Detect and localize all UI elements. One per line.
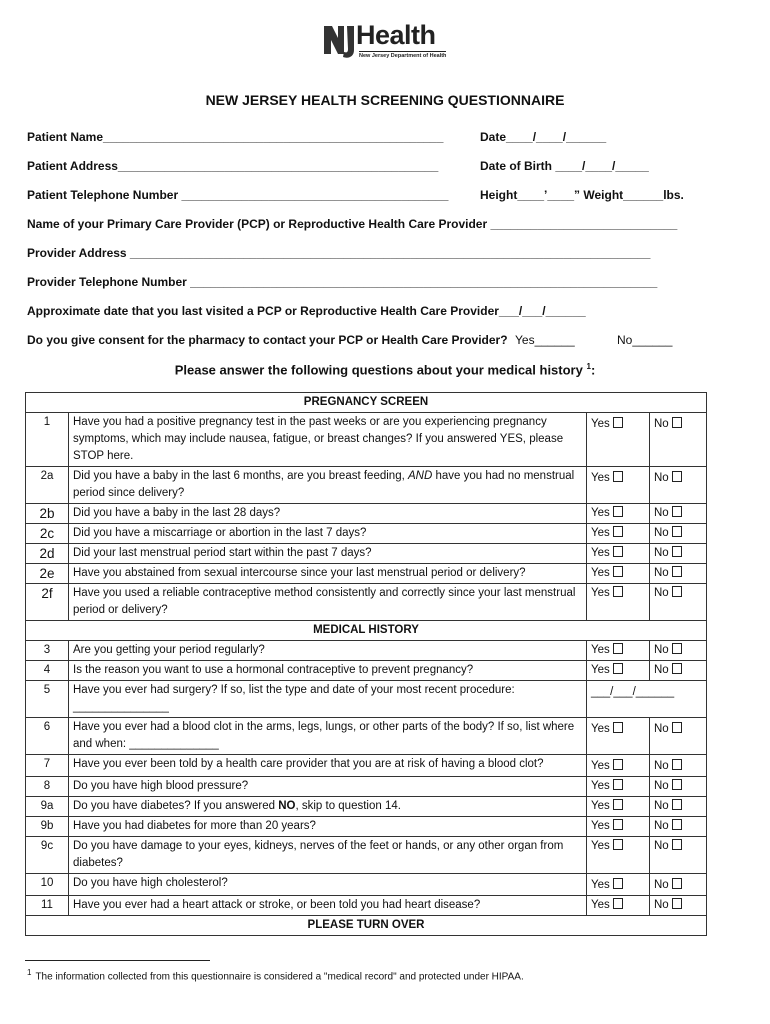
question-text: Did your last menstrual period start within the past 7 days? (69, 544, 587, 564)
question-row (26, 413, 707, 467)
question-number: 2e (26, 564, 69, 584)
yes-option[interactable]: Yes (587, 896, 650, 916)
question-number: 6 (26, 718, 69, 755)
yes-checkbox[interactable] (613, 643, 623, 654)
yes-checkbox[interactable] (613, 759, 623, 770)
logo-wordmark: Health (356, 20, 436, 50)
question-row (26, 874, 707, 896)
question-text: Is the reason you want to use a hormonal contraceptive to prevent pregnancy? (69, 661, 587, 681)
form-title: NEW JERSEY HEALTH SCREENING QUESTIONNAIRE (205, 92, 565, 108)
no-checkbox[interactable] (672, 878, 682, 889)
question-number: 3 (26, 641, 69, 661)
yes-option[interactable]: Yes (587, 413, 650, 467)
question-row (26, 661, 707, 681)
no-option[interactable]: No (650, 817, 707, 837)
yes-option[interactable]: Yes (587, 718, 650, 755)
question-number: 2f (26, 584, 69, 621)
yes-option[interactable]: Yes (587, 584, 650, 621)
yes-checkbox[interactable] (613, 898, 623, 909)
no-checkbox[interactable] (672, 471, 682, 482)
question-row (26, 467, 707, 504)
no-checkbox[interactable] (672, 759, 682, 770)
question-number: 2c (26, 524, 69, 544)
no-option[interactable]: No (650, 544, 707, 564)
section-medical-history: MEDICAL HISTORY (26, 621, 707, 641)
question-text: Have you had diabetes for more than 20 years? (69, 817, 587, 837)
last-visit-field[interactable]: Approximate date that you last visited a PCP or Reproductive Health Care Provider___/___/______ (27, 304, 586, 318)
no-option[interactable]: No (650, 896, 707, 916)
question-row (26, 524, 707, 544)
yes-option[interactable]: Yes (587, 564, 650, 584)
no-option[interactable]: No (650, 661, 707, 681)
no-option[interactable]: No (650, 755, 707, 777)
section-pregnancy-screen: PREGNANCY SCREEN (26, 393, 707, 413)
yes-option[interactable]: Yes (587, 837, 650, 874)
yes-checkbox[interactable] (613, 417, 623, 428)
yes-checkbox[interactable] (613, 799, 623, 810)
footnote-divider (25, 960, 210, 961)
yes-option[interactable]: Yes (587, 641, 650, 661)
no-checkbox[interactable] (672, 526, 682, 537)
no-option[interactable]: No (650, 837, 707, 874)
no-checkbox[interactable] (672, 779, 682, 790)
question-row (26, 681, 707, 718)
question-row (26, 544, 707, 564)
surgery-date-field[interactable]: ___/___/______ (587, 681, 707, 718)
pcp-name-field[interactable]: Name of your Primary Care Provider (PCP) or Reproductive Health Care Provider ____________________________ (27, 217, 678, 231)
yes-option[interactable]: Yes (587, 777, 650, 797)
question-text: Have you used a reliable contraceptive method consistently and correctly since your last menstrual period or delivery? (69, 584, 587, 621)
no-option[interactable]: No (650, 504, 707, 524)
no-checkbox[interactable] (672, 546, 682, 557)
height-weight-field[interactable]: Height____’____” Weight______lbs. (480, 188, 684, 202)
question-text: Are you getting your period regularly? (69, 641, 587, 661)
no-option[interactable]: No (650, 413, 707, 467)
logo-subtitle: New Jersey Department of Health (359, 53, 447, 59)
question-number: 11 (26, 896, 69, 916)
no-checkbox[interactable] (672, 898, 682, 909)
yes-option[interactable]: Yes (587, 874, 650, 896)
no-checkbox[interactable] (672, 417, 682, 428)
question-text: Do you have high blood pressure? (69, 777, 587, 797)
provider-address-field[interactable]: Provider Address ______________________________________________________________________________ (27, 246, 651, 260)
no-checkbox[interactable] (672, 839, 682, 850)
no-checkbox[interactable] (672, 586, 682, 597)
questionnaire-table (25, 392, 707, 936)
question-text: Did you have a miscarriage or abortion in the last 7 days? (69, 524, 587, 544)
no-checkbox[interactable] (672, 663, 682, 674)
date-of-birth-field[interactable]: Date of Birth ____/____/_____ (480, 159, 649, 173)
question-row (26, 817, 707, 837)
yes-option[interactable]: Yes (587, 755, 650, 777)
yes-checkbox[interactable] (613, 819, 623, 830)
provider-phone-field[interactable]: Provider Telephone Number ______________________________________________________________________ (27, 275, 658, 289)
question-number: 2d (26, 544, 69, 564)
question-row (26, 755, 707, 777)
history-instructions: Please answer the following questions about your medical history $^1$: (174, 362, 596, 378)
no-option[interactable]: No (650, 777, 707, 797)
question-number: 7 (26, 755, 69, 777)
patient-address-field[interactable]: Patient Address________________________________________________ (27, 159, 439, 173)
yes-option[interactable]: Yes (587, 467, 650, 504)
no-checkbox[interactable] (672, 799, 682, 810)
question-row (26, 641, 707, 661)
yes-checkbox[interactable] (613, 722, 623, 733)
no-option[interactable]: No (650, 467, 707, 504)
question-text: Have you ever had a heart attack or stroke, or been told you had heart disease? (69, 896, 587, 916)
no-option[interactable]: No (650, 641, 707, 661)
consent-question: Do you give consent for the pharmacy to contact your PCP or Health Care Provider? (27, 333, 508, 347)
question-row (26, 584, 707, 621)
question-text: Do you have diabetes? If you answered NO, skip to question 14. (69, 797, 587, 817)
patient-phone-field[interactable]: Patient Telephone Number ________________________________________ (27, 188, 449, 202)
question-row (26, 777, 707, 797)
question-row (26, 504, 707, 524)
yes-checkbox[interactable] (613, 779, 623, 790)
yes-checkbox[interactable] (613, 586, 623, 597)
yes-checkbox[interactable] (613, 663, 623, 674)
no-option[interactable]: No (650, 584, 707, 621)
question-text: Do you have damage to your eyes, kidneys, nerves of the feet or hands, or any other organ from diabetes? (69, 837, 587, 874)
yes-option[interactable]: Yes (587, 544, 650, 564)
question-row (26, 896, 707, 916)
no-option[interactable]: No (650, 718, 707, 755)
nj-health-logo (322, 20, 452, 64)
no-checkbox[interactable] (672, 643, 682, 654)
question-number: 1 (26, 413, 69, 467)
footnote-mark: 1 (27, 968, 32, 977)
question-number: 8 (26, 777, 69, 797)
yes-checkbox[interactable] (613, 839, 623, 850)
question-text: Did you have a baby in the last 6 months, are you breast feeding, AND have you had no menstrual period since delivery? (69, 467, 587, 504)
yes-checkbox[interactable] (613, 546, 623, 557)
question-number: 4 (26, 661, 69, 681)
please-turn-over: PLEASE TURN OVER (26, 916, 707, 936)
no-option[interactable]: No (650, 524, 707, 544)
yes-option[interactable]: Yes (587, 817, 650, 837)
question-number: 2a (26, 467, 69, 504)
yes-checkbox[interactable] (613, 506, 623, 517)
question-row (26, 837, 707, 874)
no-option[interactable]: No (650, 874, 707, 896)
yes-checkbox[interactable] (613, 878, 623, 889)
consent-yes-field[interactable]: Yes______ (515, 333, 575, 347)
yes-checkbox[interactable] (613, 526, 623, 537)
question-text: Have you ever had surgery? If so, list the type and date of your most recent procedure: _______________ (69, 681, 587, 718)
question-text: Have you ever been told by a health care provider that you are at risk of having a blood clot? (69, 755, 587, 777)
yes-checkbox[interactable] (613, 566, 623, 577)
question-text: Did you have a baby in the last 28 days? (69, 504, 587, 524)
no-checkbox[interactable] (672, 819, 682, 830)
question-number: 9b (26, 817, 69, 837)
question-number: 2b (26, 504, 69, 524)
no-checkbox[interactable] (672, 566, 682, 577)
patient-name-field[interactable]: Patient Name___________________________________________________ (27, 130, 444, 144)
question-number: 5 (26, 681, 69, 718)
question-row (26, 797, 707, 817)
date-field[interactable]: Date____/____/______ (480, 130, 607, 144)
footnote (27, 968, 524, 982)
yes-option[interactable]: Yes (587, 661, 650, 681)
yes-option[interactable]: Yes (587, 797, 650, 817)
question-number: 9c (26, 837, 69, 874)
yes-option[interactable]: Yes (587, 504, 650, 524)
question-number: 10 (26, 874, 69, 896)
no-checkbox[interactable] (672, 722, 682, 733)
question-text: Have you ever had a blood clot in the arms, legs, lungs, or other parts of the body? If so, list where and when: ______________ (69, 718, 587, 755)
footnote-text: The information collected from this questionnaire is considered a "medical record" and protected under HIPAA. (35, 971, 524, 983)
question-text: Have you had a positive pregnancy test in the past weeks or are you experiencing pregnancy symptoms, which may include nausea, fatigue, or breast changes? If you answered YES, please STOP here. (69, 413, 587, 467)
question-text: Have you abstained from sexual intercourse since your last menstrual period or delivery? (69, 564, 587, 584)
question-row (26, 564, 707, 584)
question-number: 9a (26, 797, 69, 817)
yes-checkbox[interactable] (613, 471, 623, 482)
question-text: Do you have high cholesterol? (69, 874, 587, 896)
footnote-ref: 1 (586, 362, 591, 371)
no-option[interactable]: No (650, 564, 707, 584)
no-option[interactable]: No (650, 797, 707, 817)
nj-state-icon (322, 24, 356, 60)
consent-no-field[interactable]: No______ (617, 333, 673, 347)
question-row (26, 718, 707, 755)
yes-option[interactable]: Yes (587, 524, 650, 544)
no-checkbox[interactable] (672, 506, 682, 517)
